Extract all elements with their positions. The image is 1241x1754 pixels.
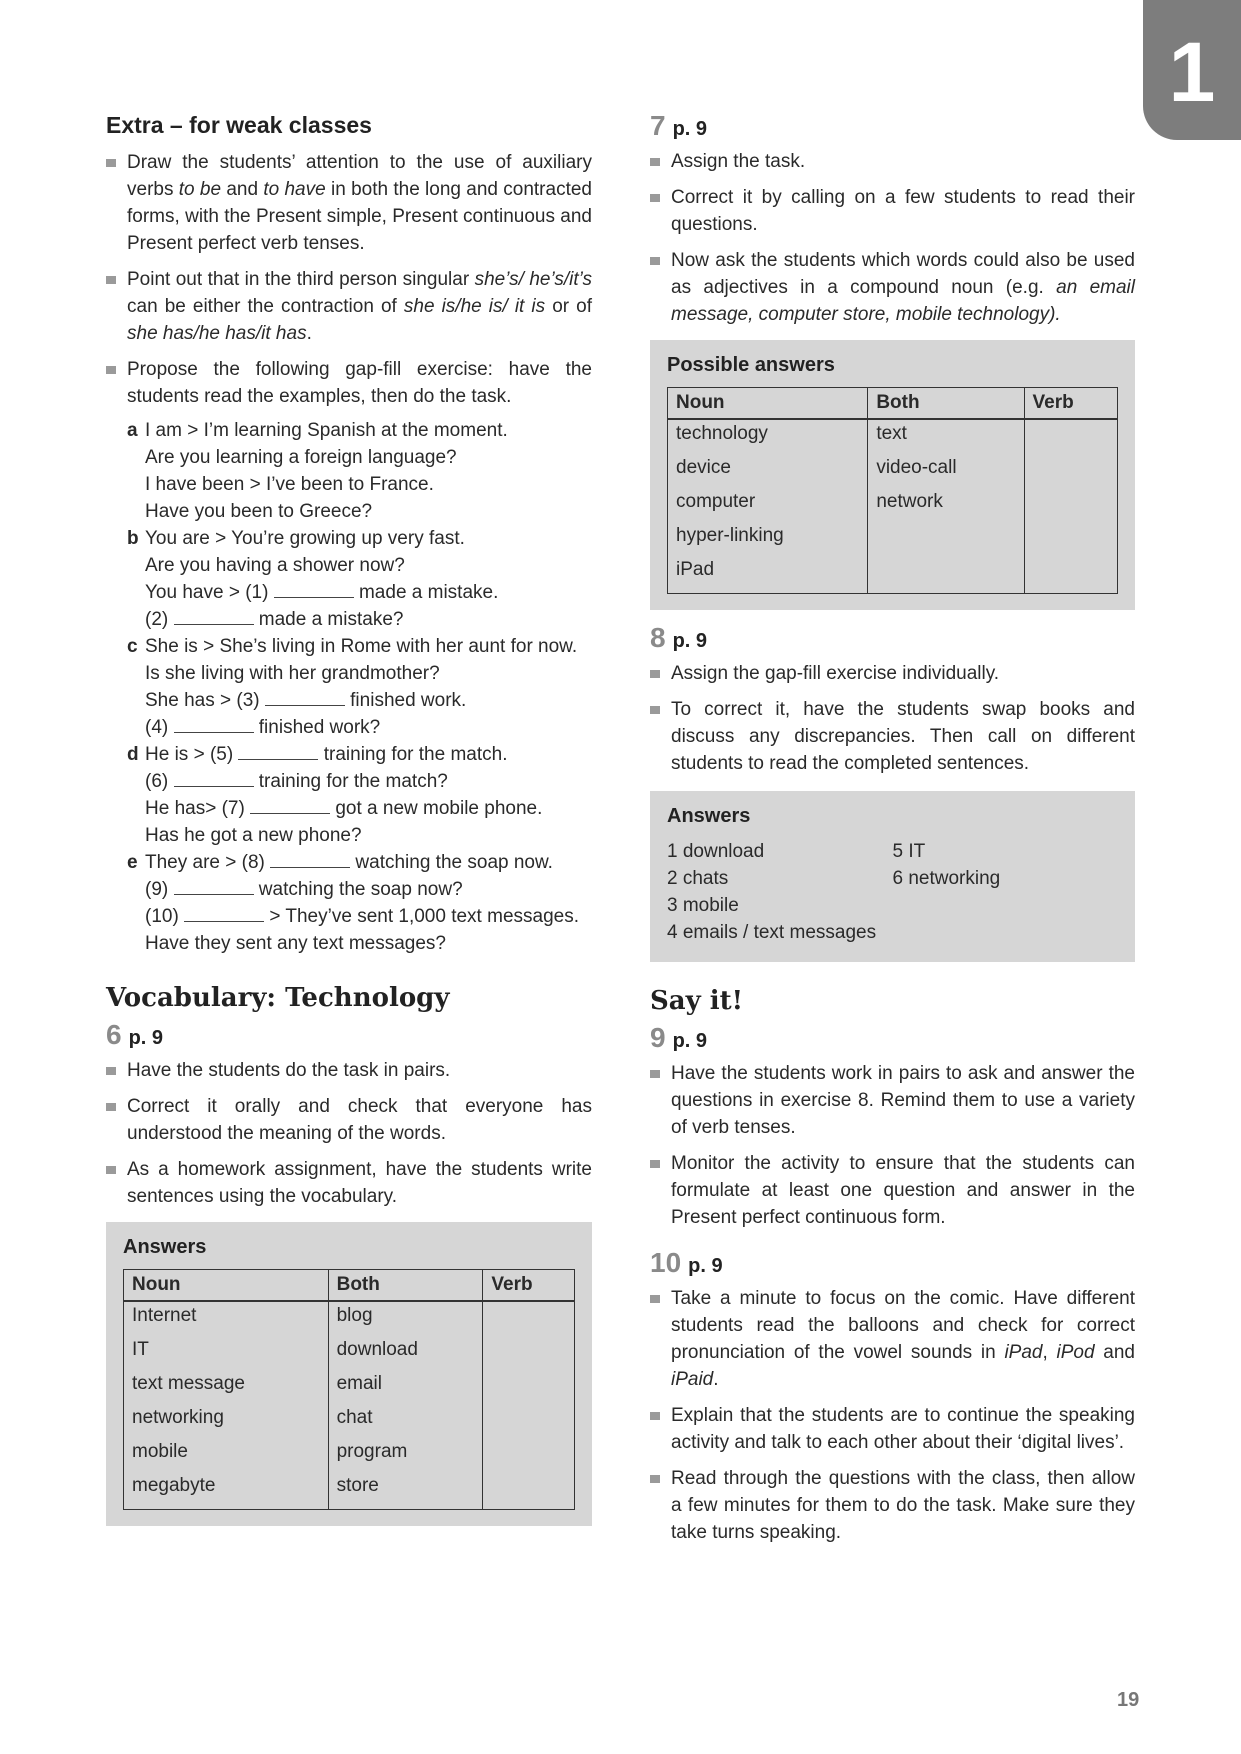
box-title: Answers [123, 1236, 207, 1258]
exercise-line: (6) training for the match? [145, 771, 448, 792]
gap-blank [238, 743, 318, 760]
exercise-line: He is > (5) training for the match. [145, 744, 508, 765]
table-cell [1024, 556, 1117, 594]
answers-right [893, 838, 1119, 946]
column-header: Noun [668, 388, 868, 420]
table-cell: download [328, 1336, 483, 1370]
exercise-group [127, 525, 592, 633]
exercise-line: You are > You’re growing up very fast. [145, 528, 465, 549]
table-cell: video-call [868, 454, 1024, 488]
exercise-line: They are > (8) watching the soap now. [145, 852, 553, 873]
gap-blank [174, 716, 254, 733]
exercise-page: p. 9 [672, 1030, 708, 1052]
table-cell: mobile [124, 1438, 329, 1472]
bullet-item: Assign the task. [650, 148, 1135, 175]
bullet-item: Point out that in the third person singular she’s/ he’s/it’s can be either the contraction of she is/he is/ it is or of she has/he has/it has. [106, 266, 592, 347]
gap-blank [265, 689, 345, 706]
exercise-letter: b [127, 528, 139, 549]
bullet-item: Assign the gap-fill exercise individually. [650, 660, 1135, 687]
table-cell [483, 1472, 575, 1510]
table-row [668, 488, 1118, 522]
table-cell [483, 1301, 575, 1336]
column-header: Noun [124, 1270, 329, 1302]
exercise-page: p. 9 [672, 630, 708, 652]
table-cell: Internet [124, 1301, 329, 1336]
exercise-8-heading [650, 622, 1135, 654]
table-cell: megabyte [124, 1472, 329, 1510]
gap-blank [274, 581, 354, 598]
bullet-item: To correct it, have the students swap books and discuss any discrepancies. Then call on different students to read the completed sentences. [650, 696, 1135, 777]
table-cell [483, 1370, 575, 1404]
bullet-item: Read through the questions with the class, then allow a few minutes for them to do the task. Make sure they take turns speaking. [650, 1465, 1135, 1546]
exercise-9-bullets [650, 1060, 1135, 1231]
table-cell: device [668, 454, 868, 488]
table-cell: text [868, 419, 1024, 454]
exercise-line: Are you having a shower now? [145, 555, 405, 576]
exercise-line: (9) watching the soap now? [145, 879, 463, 900]
table-cell: IT [124, 1336, 329, 1370]
table-row [124, 1370, 575, 1404]
possible-answers-box [650, 340, 1135, 610]
exercise-line: She is > She’s living in Rome with her aunt for now. [145, 636, 578, 657]
table-cell [483, 1336, 575, 1370]
bullet-item: Explain that the students are to continue the speaking activity and talk to each other about their ‘digital lives’. [650, 1402, 1135, 1456]
gap-blank [270, 851, 350, 868]
table-cell: store [328, 1472, 483, 1510]
bullet-item: Correct it by calling on a few students to read their questions. [650, 184, 1135, 238]
exercise-line: Has he got a new phone? [145, 825, 362, 846]
exercise-7-heading [650, 110, 1135, 142]
table-cell [483, 1404, 575, 1438]
exercise-line: She has > (3) finished work. [145, 690, 467, 711]
table-cell [868, 556, 1024, 594]
answer-line: 5 IT [892, 841, 926, 862]
exercise-line: Have you been to Greece? [145, 501, 373, 522]
exercise-8-bullets [650, 660, 1135, 777]
exercise-line: Are you learning a foreign language? [145, 447, 457, 468]
left-column [106, 112, 592, 1526]
column-header: Both [868, 388, 1024, 420]
exercise-page: p. 9 [688, 1255, 723, 1277]
table-cell: networking [124, 1404, 329, 1438]
table-cell [1024, 454, 1117, 488]
bullet-item: Propose the following gap-fill exercise: have the students read the examples, then do the task. [106, 356, 592, 410]
table-row [124, 1301, 575, 1336]
table-cell: network [868, 488, 1024, 522]
bullet-item: Have the students work in pairs to ask and answer the questions in exercise 8. Remind them to use a variety of verb tenses. [650, 1060, 1135, 1141]
column-header: Verb [1024, 388, 1117, 420]
table-cell: technology [668, 419, 868, 454]
exercise-group [127, 849, 592, 957]
exercise-line: You have > (1) made a mistake. [145, 582, 499, 603]
exercise-number: 8 [650, 622, 666, 653]
table-cell: chat [328, 1404, 483, 1438]
bullet-item: Correct it orally and check that everyone has understood the meaning of the words. [106, 1093, 592, 1147]
table-cell [1024, 522, 1117, 556]
table-row [124, 1472, 575, 1510]
exercise-group [127, 741, 592, 849]
exercise-10-bullets [650, 1285, 1135, 1546]
exercise-number: 9 [650, 1022, 666, 1053]
exercise-line: Have they sent any text messages? [145, 933, 446, 954]
table-row [124, 1404, 575, 1438]
gap-blank [174, 770, 254, 787]
vocab-table-7 [667, 387, 1118, 594]
exercise-7-bullets [650, 148, 1135, 328]
bullet-item: Have the students do the task in pairs. [106, 1057, 592, 1084]
column-header: Verb [483, 1270, 575, 1302]
bullet-item: Monitor the activity to ensure that the students can formulate at least one question and answer in the Present perfect continuous form. [650, 1150, 1135, 1231]
table-cell: blog [328, 1301, 483, 1336]
exercise-6-heading [106, 1019, 592, 1051]
table-cell [1024, 419, 1117, 454]
gap-blank [174, 878, 254, 895]
exercise-9-heading [650, 1022, 1135, 1054]
bullet-item: As a homework assignment, have the students write sentences using the vocabulary. [106, 1156, 592, 1210]
bullet-item: Draw the students’ attention to the use of auxiliary verbs to be and to have in both the long and contracted forms, with the Present simple, Present continuous and Present perfect verb tenses. [106, 149, 592, 257]
right-column [650, 112, 1135, 1555]
exercise-line: I have been > I’ve been to France. [145, 474, 434, 495]
exercise-number: 7 [650, 110, 666, 141]
answer-line: 3 mobile [667, 895, 739, 916]
table-cell: program [328, 1438, 483, 1472]
answer-line: 4 emails / text messages [667, 922, 877, 943]
exercise-line: Is she living with her grandmother? [145, 663, 440, 684]
table-cell: hyper-linking [668, 522, 868, 556]
table-row [668, 454, 1118, 488]
vocab-table-6 [123, 1269, 575, 1510]
answer-line: 6 networking [892, 868, 1001, 889]
table-cell: computer [668, 488, 868, 522]
exercise-page: p. 9 [128, 1027, 164, 1049]
table-cell: iPad [668, 556, 868, 594]
exercise-number: 6 [106, 1019, 122, 1050]
exercise-letter: a [127, 420, 138, 441]
table-cell [483, 1438, 575, 1472]
gap-fill-exercise [127, 417, 592, 957]
column-header: Both [328, 1270, 483, 1302]
exercise-group [127, 417, 592, 525]
extra-bullets [106, 149, 592, 410]
table-row [668, 419, 1118, 454]
exercise-10-heading [650, 1247, 1135, 1279]
page-number: 19 [1117, 1689, 1140, 1711]
exercise-letter: e [127, 852, 138, 873]
sayit-heading: Say it! [650, 986, 744, 1016]
table-cell: text message [124, 1370, 329, 1404]
bullet-item: Now ask the students which words could also be used as adjectives in a compound noun (e.g. an email message, computer store, mobile technology). [650, 247, 1135, 328]
exercise-letter: d [127, 744, 139, 765]
answers-grid [667, 838, 1118, 946]
gap-blank [250, 797, 330, 814]
table-cell [868, 522, 1024, 556]
vocab-heading: Vocabulary: Technology [106, 983, 450, 1013]
answers-box-6 [106, 1222, 592, 1526]
unit-tab: 1 [1143, 0, 1241, 140]
answers-left [667, 838, 893, 946]
table-row [124, 1336, 575, 1370]
exercise-line: (10) > They’ve sent 1,000 text messages. [145, 906, 579, 927]
exercise-page: p. 9 [672, 118, 708, 140]
extra-heading: Extra – for weak classes [106, 112, 372, 138]
exercise-number: 10 [650, 1247, 682, 1278]
exercise-letter: c [127, 636, 138, 657]
exercise-6-bullets [106, 1057, 592, 1210]
exercise-line: (4) finished work? [145, 717, 381, 738]
box-title: Possible answers [667, 354, 835, 376]
bullet-item: Take a minute to focus on the comic. Have different students read the balloons and check for correct pronunciation of the vowel sounds in iPad, iPod and iPaid. [650, 1285, 1135, 1393]
exercise-line: I am > I’m learning Spanish at the moment. [145, 420, 508, 441]
answer-line: 2 chats [667, 868, 729, 889]
answers-box-8 [650, 791, 1135, 962]
exercise-line: He has> (7) got a new mobile phone. [145, 798, 543, 819]
table-row [668, 522, 1118, 556]
gap-blank [174, 608, 254, 625]
box-title: Answers [667, 805, 751, 827]
exercise-group [127, 633, 592, 741]
answer-line: 1 download [667, 841, 765, 862]
table-cell [1024, 488, 1117, 522]
exercise-line: (2) made a mistake? [145, 609, 404, 630]
table-row [124, 1438, 575, 1472]
gap-blank [184, 905, 264, 922]
table-cell: email [328, 1370, 483, 1404]
table-row [668, 556, 1118, 594]
